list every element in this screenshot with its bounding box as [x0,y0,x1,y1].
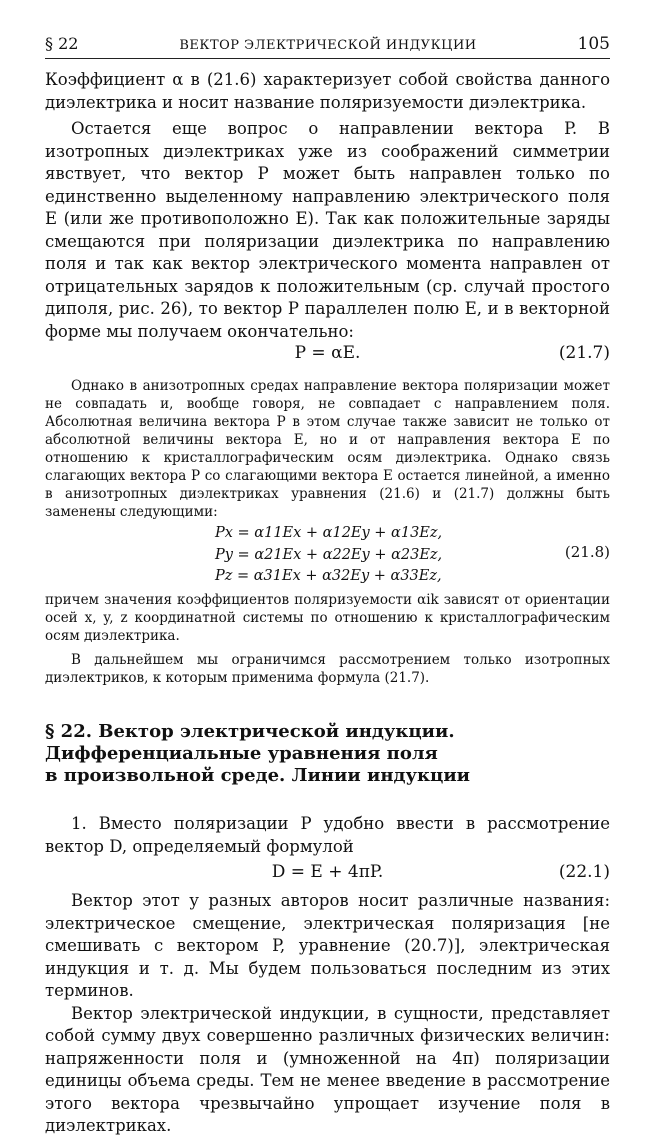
running-head [45,34,610,59]
equation-21-7-number: (21.7) [558,343,610,363]
header-section: § 22 [45,34,79,53]
section-heading [45,721,610,787]
equation-line: Px = α11Ex + α12Ey + α13Ez, [215,525,443,541]
section-heading-line: § 22. Вектор электрической индукции. [45,721,455,742]
equation-line: Py = α21Ex + α22Ey + α23Ez, [215,546,443,563]
equation-22-1-formula: D = E + 4πP. [271,862,384,882]
paragraph-direction: Остается еще вопрос о направлении вектора P. В изотропных диэлектриках уже из соображений симметрии явствует, что вектор P может быть направлен только по единственно выделенному направлению электрического поля E (или же противоположно E). Так как положительные заряды смещаются при поляризации диэлектрика по направлению поля и так как вектор электрического момента направлен от отрицательных зарядов к положительным (ср. случай простого диполя, рис. 26), то вектор P параллелен полю E, и в векторной форме мы получаем окончательно: [45,119,610,341]
book-page [45,34,610,1138]
small-paragraph-anisotropic: Однако в анизотропных средах направление вектора поляризации может не совпадать и, вообще говоря, не совпадает с направлением поля. Абсолютная величина вектора P в этом случае также зависит не только от абсолютной величины вектора E, но и от направления вектора E по отношению к кристаллографическим осям диэлектрика. Однако связь слагающих вектора P со слагающими вектора E остается линейной, а именно в анизотропных диэлектриках уравнения (21.6) и (21.7) должны быть заменены следующими: [45,378,610,520]
small-paragraph-coefficients: причем значения коэффициентов поляризуемости αik зависят от ориентации осей x, y, z координатной системы по отношению к кристаллографическим осям диэлектрика. [45,592,610,644]
paragraph-names: Вектор этот у разных авторов носит различные названия: электрическое смещение, электрическая поляризация [не смешивать с вектором P, уравнение (20.7)], электрическая индукция и т. д. Мы будем пользоваться последним из этих терминов. [45,891,610,1000]
small-paragraph-isotropic: В дальнейшем мы ограничимся рассмотрением только изотропных диэлектриков, к которым применима формула (21.7). [45,652,610,686]
equation-21-8 [45,523,610,589]
section-heading-line: в произвольной среде. Линии индукции [45,765,471,786]
equation-22-1-number: (22.1) [558,862,610,882]
page-number: 105 [577,34,610,54]
equation-21-7-formula: P = αE. [294,343,361,363]
equation-21-7 [45,343,610,367]
paragraph-induction-sum: Вектор электрической индукции, в сущности, представляет собой сумму двух совершенно различных физических величин: напряженности поля и (умноженной на 4π) поляризации единицы объема среды. Тем не менее введение в рассмотрение этого вектора чрезвычайно упрощает изучение поля в диэлектриках. [45,1003,610,1135]
paragraph-polarizability: Коэффициент α в (21.6) характеризует собой свойства данного диэлектрика и носит название поляризуемости диэлектрика. [45,70,610,112]
equation-21-8-number: (21.8) [564,543,610,561]
paragraph-induction-definition: 1. Вместо поляризации P удобно ввести в рассмотрение вектор D, определяемый формулой [45,814,610,856]
equation-22-1 [45,858,610,886]
equation-line: Pz = α31Ex + α32Ey + α33Ez, [215,568,442,584]
header-title: ВЕКТОР ЭЛЕКТРИЧЕСКОЙ ИНДУКЦИИ [179,38,477,53]
equation-21-8-lines [215,523,442,588]
section-heading-line: Дифференциальные уравнения поля [45,743,438,764]
